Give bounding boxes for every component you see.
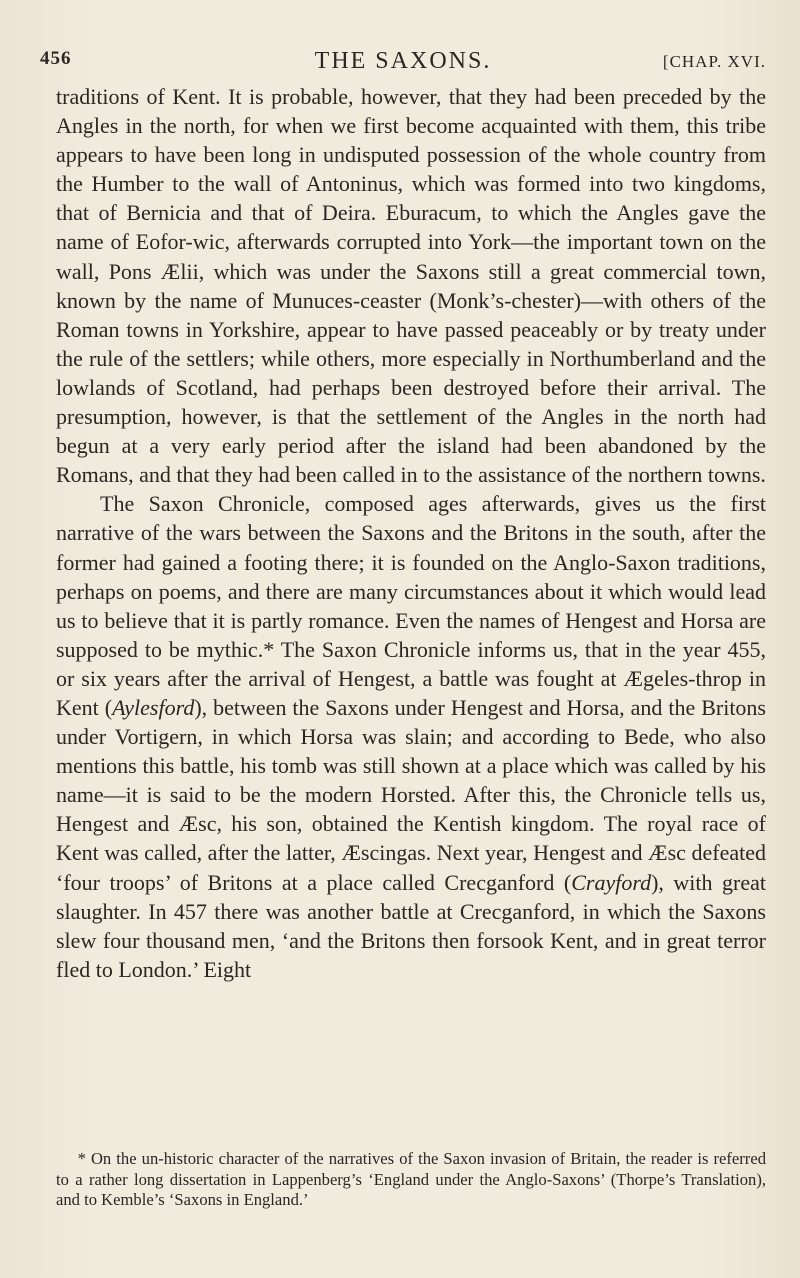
paragraph-2-part-b: ), between the Saxons under Hengest and Horsa, and the Britons under Vortigern, in which Horsa was slain; and according to Bede, who also mentions this battle, his tomb was still shown at a place which was called by his name—it is said to be the modern Horsted. After this, the Chronicle tells us, Hengest and Æsc, his son, obtained the Kentish kingdom. The royal race of Kent was called, after the latter, Æscingas. Next year, Hengest and Æsc defeated ‘four troops’ of Britons at a place called Crecganford ( <box>56 694 766 895</box>
running-title: THE SAXONS. <box>314 48 492 74</box>
paragraph-2-part-a: The Saxon Chronicle, composed ages afterwards, gives us the first narrative of the wars between the Saxons and the Britons in the south, after the former had gained a footing there; it is founded on the Anglo-Saxon traditions, perhaps on poems, and there are many circumstances about it which would lead us to believe that it is partly romance. Even the names of Hengest and Horsa are supposed to be mythic.* The Saxon Chronicle informs us, that in the year 455, or six years after the arrival of Hengest, a battle was fought at Ægeles-throp in Kent ( <box>56 491 766 720</box>
paragraph-2-part-c: ), with great slaughter. In 457 there was another battle at Crecganford, in which the Saxons slew four thousand men, ‘and the Britons then forsook Kent, and in great terror fled to London.’ Eight <box>56 869 767 982</box>
main-text <box>56 82 766 984</box>
paragraph-1: traditions of Kent. It is probable, however, that they had been preceded by the Angles in the north, for when we first become acquainted with them, this tribe appears to have been long in undisputed possession of the whole country from the Humber to the wall of Antoninus, which was formed into two kingdoms, that of Bernicia and that of Deira. Eburacum, to which the Angles gave the name of Eofor-wic, afterwards corrupted into York—the important town on the wall, Pons Ælii, which was under the Saxons still a great commercial town, known by the name of Munuces-ceaster (Monk’s-chester)—with others of the Roman towns in Yorkshire, appear to have passed peaceably or by treaty under the rule of the settlers; while others, more especially in Northumberland and the lowlands of Scotland, had perhaps been destroyed before their arrival. The presumption, however, is that the settlement of the Angles in the north had begun at a very early period after the island had been abandoned by the Romans, and that they had been called in to the assistance of the northern towns. <box>56 84 766 488</box>
chapter-label: [CHAP. XVI. <box>662 52 766 71</box>
paragraph-2 <box>56 489 766 984</box>
place-aylesford: Aylesford <box>112 694 195 720</box>
page-number: 456 <box>40 48 72 69</box>
page-header <box>40 48 766 82</box>
place-crayford: Crayford <box>571 869 652 895</box>
footnote: * On the un-historic character of the narratives of the Saxon invasion of Britain, the reader is referred to a rather long dissertation in Lappenberg’s ‘England under the Anglo-Saxons’ (Thorpe’s Translation), and to Kemble’s ‘Saxons in England.’ <box>56 1149 766 1209</box>
